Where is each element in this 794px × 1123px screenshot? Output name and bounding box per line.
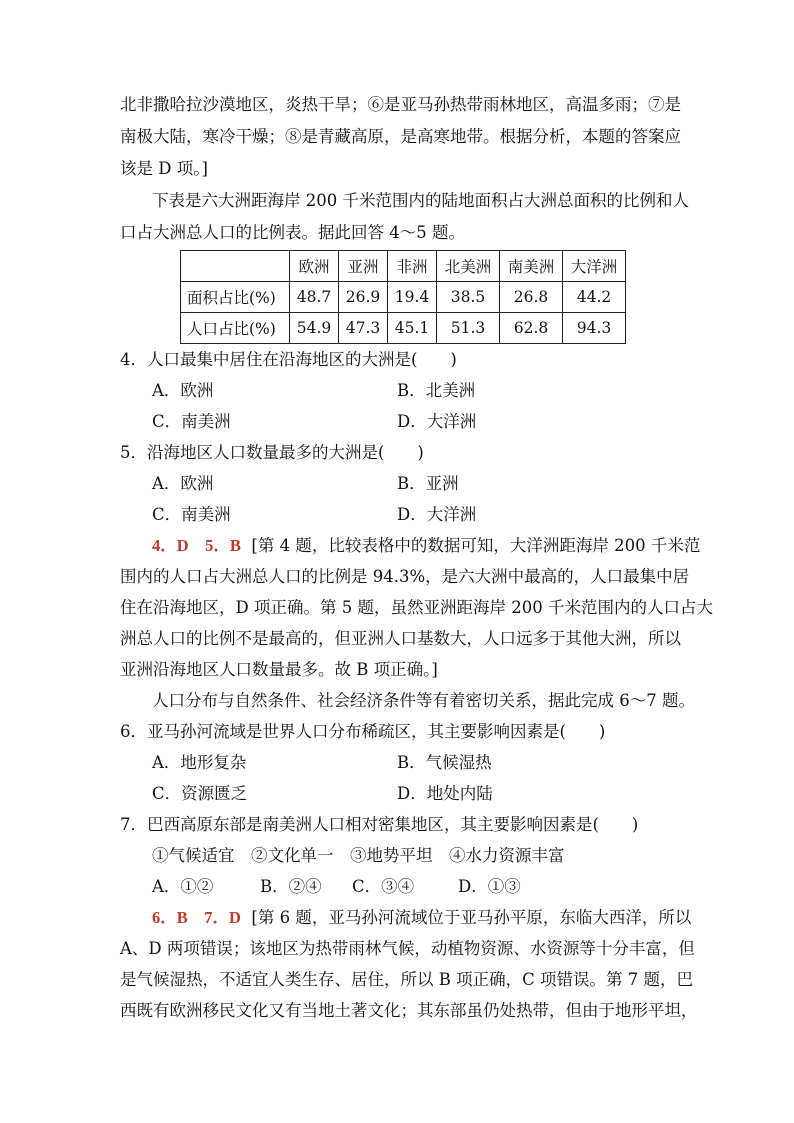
intro-line-2: 南极大陆，寒冷干燥；⑧是青藏高原，是高寒地带。根据分析，本题的答案应 (120, 127, 681, 146)
table-cell: 38.5 (437, 282, 500, 313)
table-header-cell (181, 251, 290, 282)
question-4-option-c: C．南美洲 (152, 412, 231, 431)
question-5-option-a: A．欧洲 (152, 474, 214, 493)
table-intro-line-2: 口占大洲总人口的比例表。据此回答 4～5 题。 (120, 223, 465, 242)
table-header-cell: 亚洲 (339, 251, 388, 282)
table-header-cell: 欧洲 (290, 251, 339, 282)
table-cell: 54.9 (290, 313, 339, 344)
table-row (181, 282, 626, 313)
explanation-line: 西既有欧洲移民文化又有当地土著文化；其东部虽仍处热带，但由于地形平坦， (120, 1001, 698, 1020)
answer-key-4-5: 4．D 5．B (152, 536, 241, 555)
explanation-line: 住在沿海地区，D 项正确。第 5 题，虽然亚洲距海岸 200 千米范围内的人口占大 (120, 598, 713, 617)
table-row (181, 313, 626, 344)
table-cell: 94.3 (563, 313, 626, 344)
question-5-option-d: D．大洋洲 (397, 505, 477, 524)
table-header-cell: 非洲 (388, 251, 437, 282)
explanation-text: [第 4 题，比较表格中的数据可知，大洋洲距海岸 200 千米范 (251, 536, 701, 555)
explanation-line: 是气候湿热，不适宜人类生存、居住，所以 B 项正确，C 项错误。第 7 题，巴 (120, 970, 693, 989)
question-4-stem: 4．人口最集中居住在沿海地区的大洲是( ) (120, 350, 457, 369)
explanation-line: 亚洲沿海地区人口数量最多。故 B 项正确。] (120, 660, 438, 679)
table-row-label: 人口占比(%) (181, 313, 290, 344)
explanation-line: 围内的人口占大洲总人口的比例是 94.3%，是六大洲中最高的，人口最集中居 (120, 567, 690, 586)
answer-key-6-7: 6．B 7．D (152, 908, 241, 927)
question-7-items: ①气候适宜 ②文化单一 ③地势平坦 ④水力资源丰富 (152, 846, 565, 865)
question-5-stem: 5．沿海地区人口数量最多的大洲是( ) (120, 443, 424, 462)
table-header-row (181, 251, 626, 282)
question-5-option-c: C．南美洲 (152, 505, 231, 524)
table-header-cell: 大洋洲 (563, 251, 626, 282)
question-4-option-b: B．北美洲 (397, 381, 476, 400)
section-intro-6-7: 人口分布与自然条件、社会经济条件等有着密切关系，据此完成 6～7 题。 (152, 691, 695, 710)
question-4-option-a: A．欧洲 (152, 381, 214, 400)
question-6-option-a: A．地形复杂 (152, 753, 247, 772)
answer-6-7-first-line (152, 903, 691, 933)
question-7-option-d: D．①③ (458, 877, 521, 896)
explanation-text: [第 6 题，亚马孙河流域位于亚马孙平原，东临大西洋，所以 (251, 908, 692, 927)
table-cell: 48.7 (290, 282, 339, 313)
table-cell: 26.9 (339, 282, 388, 313)
question-7-option-b: B．②④ (260, 877, 322, 896)
table-cell: 45.1 (388, 313, 437, 344)
table-header-cell: 北美洲 (437, 251, 500, 282)
table-cell: 47.3 (339, 313, 388, 344)
question-6-stem: 6．亚马孙河流域是世界人口分布稀疏区，其主要影响因素是( ) (120, 722, 606, 741)
question-7-option-a: A．①② (152, 877, 214, 896)
table-cell: 44.2 (563, 282, 626, 313)
question-4-option-d: D．大洋洲 (397, 412, 477, 431)
question-5-option-b: B．亚洲 (397, 474, 459, 493)
answer-4-5-first-line (152, 531, 700, 561)
explanation-line: 洲总人口的比例不是最高的，但亚洲人口基数大，人口远多于其他大洲，所以 (120, 629, 681, 648)
table-intro-line-1: 下表是六大洲距海岸 200 千米范围内的陆地面积占大洲总面积的比例和人 (152, 191, 689, 210)
question-6-option-c: C．资源匮乏 (152, 784, 248, 803)
table-cell: 62.8 (500, 313, 563, 344)
table-cell: 26.8 (500, 282, 563, 313)
table-cell: 51.3 (437, 313, 500, 344)
explanation-line: A、D 两项错误；该地区为热带雨林气候，动植物资源、水资源等十分丰富，但 (120, 939, 695, 958)
intro-line-3: 该是 D 项。] (120, 159, 208, 178)
table-row-label: 面积占比(%) (181, 282, 290, 313)
intro-line-1: 北非撒哈拉沙漠地区，炎热干旱；⑥是亚马孙热带雨林地区，高温多雨；⑦是 (120, 95, 681, 114)
question-6-option-d: D．地处内陆 (397, 784, 493, 803)
question-7-option-c: C．③④ (352, 877, 415, 896)
question-6-option-b: B．气候湿热 (397, 753, 492, 772)
table-cell: 19.4 (388, 282, 437, 313)
question-7-stem: 7．巴西高原东部是南美洲人口相对密集地区，其主要影响因素是( ) (120, 815, 639, 834)
table-header-cell: 南美洲 (500, 251, 563, 282)
continent-ratio-table (180, 250, 626, 344)
